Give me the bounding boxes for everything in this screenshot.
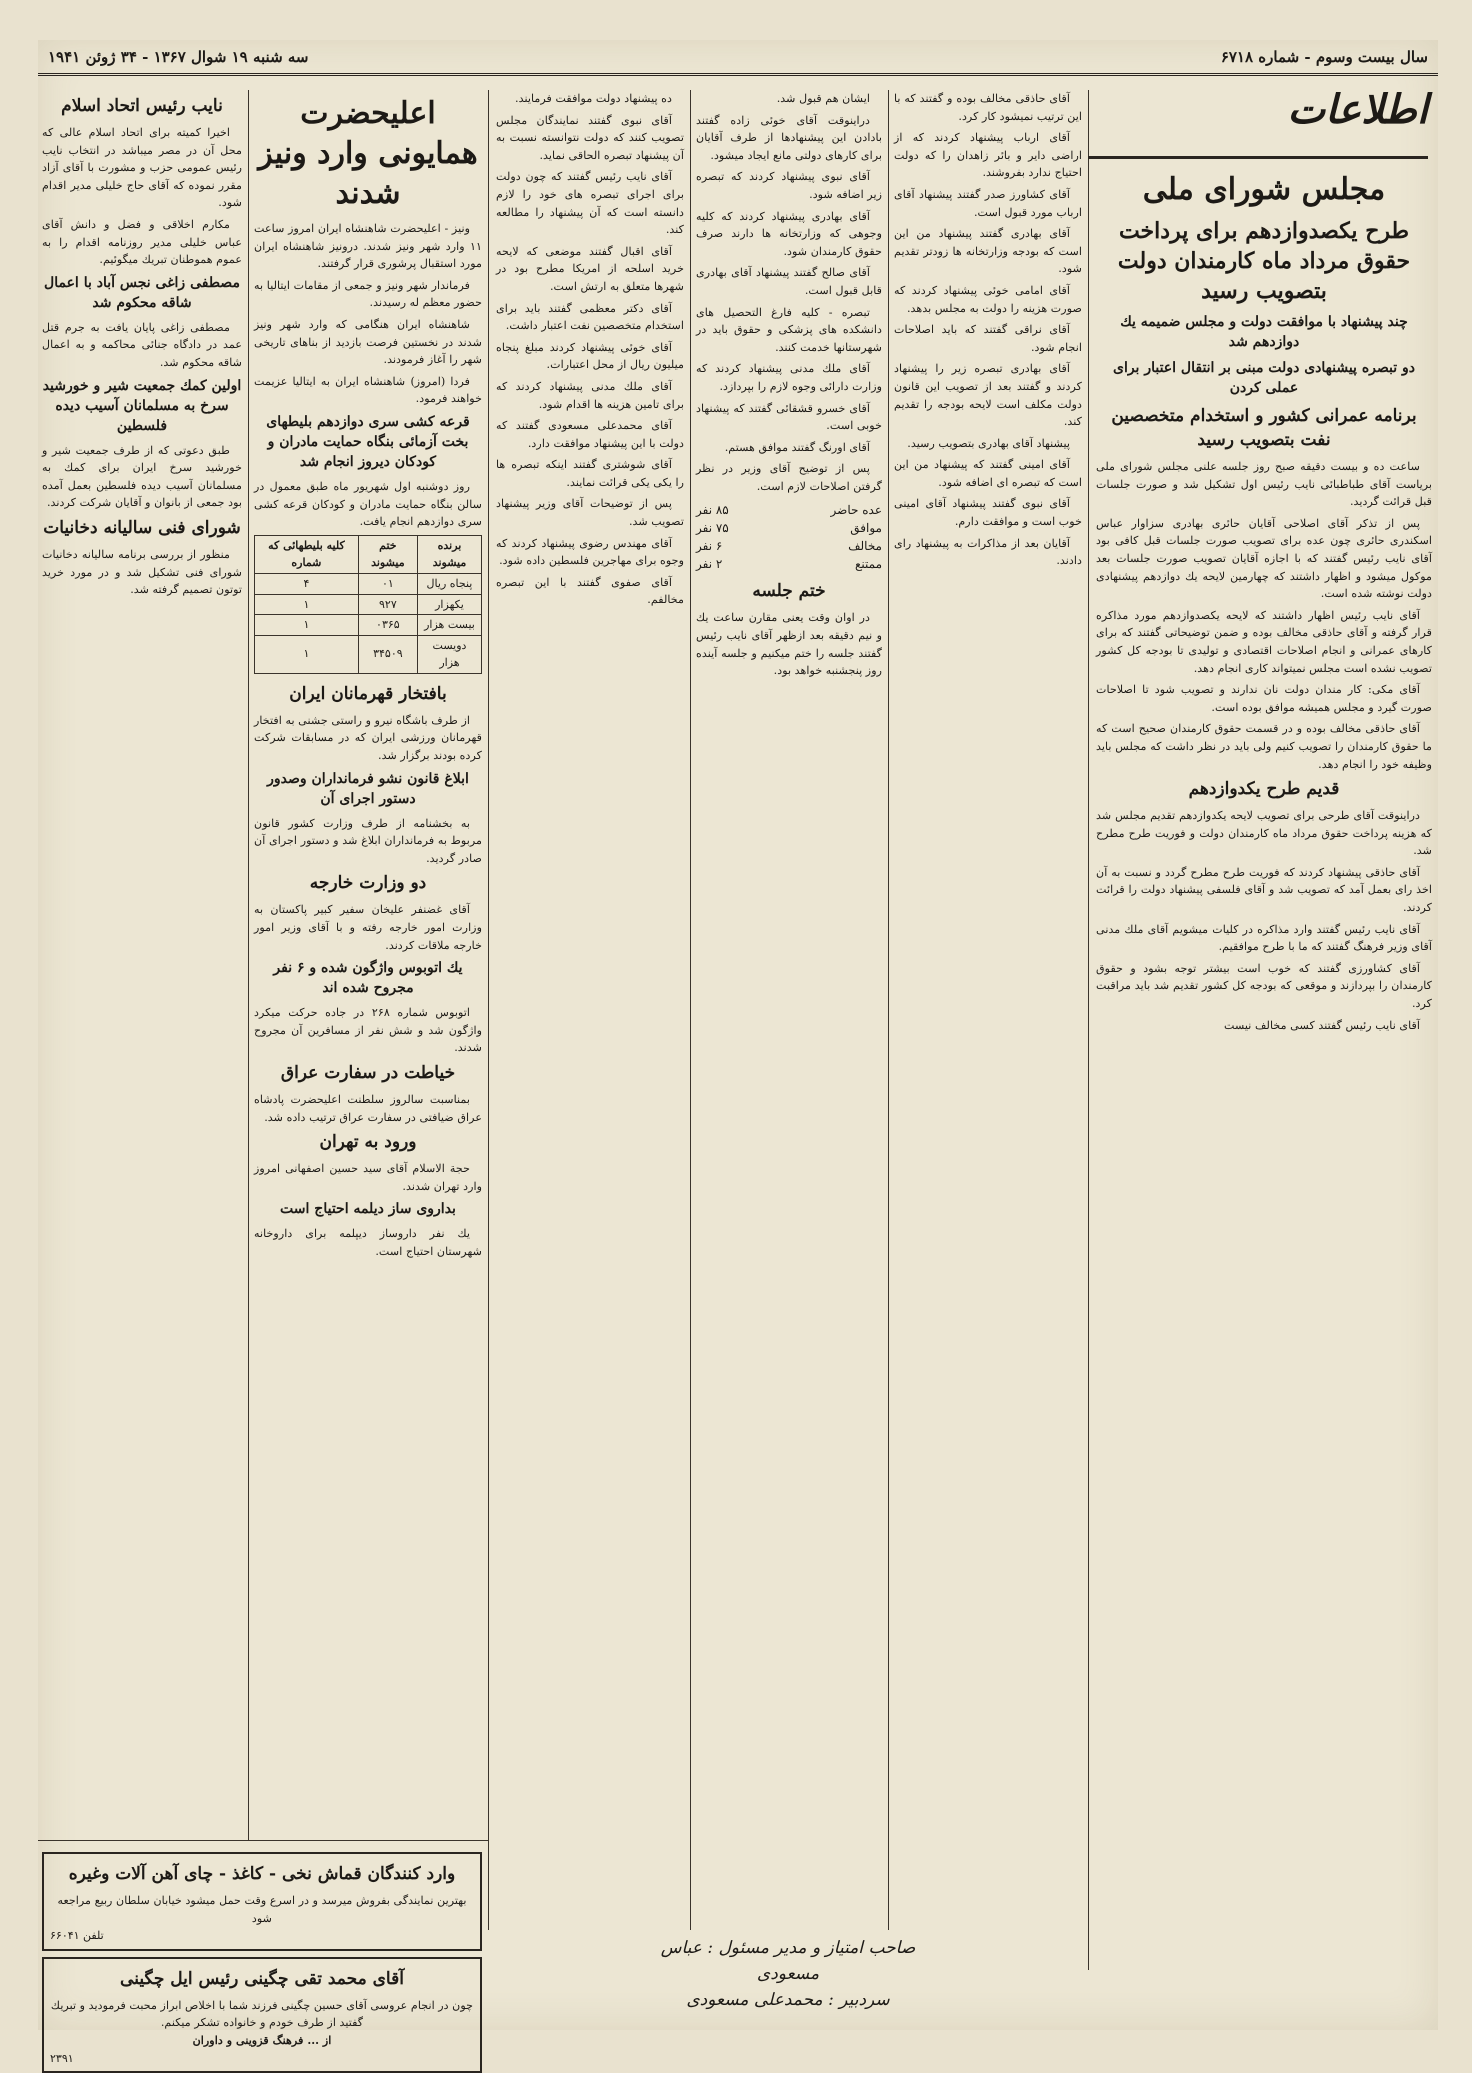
paragraph: آقای امینی گفتند که پیشنهاد من این است که تبصره ای اضافه شود. (894, 458, 1082, 489)
colophon (638, 1935, 938, 2010)
paragraph: آقای نراقی گفتند که باید اصلاحات انجام شود. (894, 323, 1082, 354)
paragraph: آقای غضنفر علیخان سفیر کبیر پاکستان به وزارت امور خارجه رفته و با آقای وزیر امور خارجه ملاقات کردند. (254, 903, 482, 952)
ad-title: آقای محمد تقی چگینی رئیس ایل چگینی (120, 1968, 404, 1989)
subheadline-twelfth: قدیم طرح یکدوازدهم (1188, 779, 1340, 800)
vote-count-no: ۶ نفر (696, 539, 723, 554)
paragraph: فردا (امروز) شاهنشاه ایران به ایتالیا عزیمت خواهند فرمود. (254, 374, 482, 406)
headline-court: مصطفی زاغی نجس آباد با اعمال شاقه محکوم شد (44, 274, 240, 311)
ads-area (42, 1846, 482, 2065)
table-cell: بیست هزار (417, 615, 481, 636)
paragraph: اخیرا کمیته برای اتحاد اسلام عالی که محل آن در مصر میباشد در انتخاب نایب رئیس عمومی حزب و مشورت با آقای آزاد مقرر نموده که آقای حاج خلیلی مدیر اقدام شود. (42, 126, 242, 210)
paragraph: حجة الاسلام آقای سید حسین اصفهانی امروز وارد تهران شدند. (254, 1162, 482, 1193)
editor-line: سردبیر : محمدعلی مسعودی (686, 1990, 890, 2010)
headline-champions: بافتخار قهرمانان ایران (289, 683, 447, 704)
paragraph: پس از توضیح آقای وزیر در نظر گرفتن اصلاحات لازم است. (696, 462, 882, 493)
headline-tobacco: شورای فنی سالیانه دخانیات (43, 517, 241, 538)
paragraph: آقای خوئی پیشنهاد کردند مبلغ پنجاه میلیون ریال از محل اعتبارات. (496, 340, 684, 372)
paragraph: آقای ارباب پیشنهاد کردند که از اراضی دایر و بائر زاهدان را که دولت احتیاج ندارد بفروشند. (894, 131, 1082, 180)
vote-result (696, 501, 882, 573)
table-cell: ۱ (255, 635, 359, 673)
paragraph: بمناسبت سالروز سلطنت اعلیحضرت پادشاه عراق ضیافتی در سفارت عراق ترتیب داده شد. (254, 1093, 482, 1124)
vote-label: موافق (850, 521, 882, 536)
paragraph: ساعت ده و بیست دقیقه صبح روز جلسه علنی مجلس شورای ملی بریاست آقای طباطبائی نایب رئیس اول تشکیل شد و صورت جلسات قبل قرائت گردید. (1096, 460, 1432, 509)
masthead: اطلاعات (1088, 86, 1428, 159)
paragraph: آقای نبوی گفتند نمایندگان مجلس تصویب کنند که دولت نتوانسته نسبت به آن پیشنهاد تبصره الحاقی نماید. (496, 113, 684, 162)
paragraph: آقای نبوی پیشنهاد کردند که تبصره زیر اضافه شود. (696, 170, 882, 201)
paragraph: آقای حاذقی مخالف بوده و گفتند که با این ترتیب نمیشود کار کرد. (894, 92, 1082, 123)
paragraph: آقای نایب رئیس گفتند وارد مذاکره در کلیات میشویم آقای ملك مدنی آقای وزیر فرهنگ گفتند که ما با طرح موافقیم. (1096, 922, 1432, 954)
paragraph: آقای نبوی گفتند پیشنهاد آقای امینی خوب است و موافقت دارم. (894, 497, 1082, 529)
column-rule (488, 90, 489, 1930)
paragraph: منظور از بررسی برنامه سالیانه دخانیات شورای فنی تشکیل شد و در مورد خرید توتون تصمیم گرفته شد. (42, 547, 242, 597)
table-cell: ۰۱ (358, 573, 417, 594)
paragraph: پس از تذکر آقای اصلاحی آقایان حائری بهادری سزاوار عباس اسکندری حائری چون عده برای تصویب صورت جلسات قبل کافی بود آقای نایب رئیس گفتند که با اجازه آقایان تصویب صورت جلسات بعد موکول میشود و اظهار داشتند که چهارمین لایحه یك دوازدهم پیشنهادی دولت نوشته شده است. (1096, 516, 1432, 601)
headline-red-lion: اولین کمك جمعیت شیر و خورشید سرخ به مسلمانان آسیب دیده فلسطین (42, 377, 242, 434)
paragraph: شاهنشاه ایران هنگامی که وارد شهر ونیز شدند در نخستین فرصت بازدید از بناهای تاریخی شهر را آغاز فرمودند. (254, 317, 482, 367)
ad-phone: تلفن ۶۶۰۴۱ (50, 1929, 104, 1943)
vote-label: عده حاضر (830, 503, 882, 518)
vote-count-abstain: ۲ نفر (696, 557, 723, 572)
table-cell: دویست هزار (417, 635, 481, 673)
headline-parliament: مجلس شورای ملی (1142, 172, 1386, 207)
column-debate-2 (696, 90, 882, 1930)
ad-title: وارد کنندگان قماش نخی - کاغذ - چای آهن آلات وغیره (68, 1864, 456, 1884)
paragraph: آقای نایب رئیس گفتند که چون دولت برای اجرای تبصره های خود را لازم دانسته است که آن پیشنهاد را مطالعه کند. (496, 170, 684, 237)
headline-session-end: ختم جلسه (752, 581, 826, 602)
paragraph: فرماندار شهر ونیز و جمعی از مقامات ایتالیا به حضور معظم له رسیدند. (254, 278, 482, 310)
paragraph: یك نفر داروساز دیپلمه برای داروخانه شهرستان احتیاج است. (254, 1227, 482, 1258)
paragraph: ایشان هم قبول شد. (776, 92, 870, 105)
table-row (255, 635, 482, 673)
column-rule (248, 90, 249, 1840)
table-cell: ۰۳۶۵ (358, 615, 417, 636)
ad-text: بهترین نمایندگی بفروش میرسد و در اسرع وقت حمل میشود خیابان سلطان ربیع مراجعه شود (57, 1894, 467, 1925)
paragraph: آقایان بعد از مذاکرات به پیشنهاد رای دادند. (894, 536, 1082, 568)
table-header: برنده میشوند (417, 535, 481, 573)
paragraph: آقای صالح گفتند پیشنهاد آقای بهادری قابل قبول است. (696, 266, 882, 297)
table-cell: ۳۴۵۰۹ (358, 635, 417, 673)
column-debate-1 (894, 90, 1082, 1930)
paragraph: آقای حاذقی پیشنهاد کردند که فوریت طرح مطرح گردد و نسبت به آن اخذ رای بعمل آمد که تصویب شد و آقای فلسفی پیشنهاد دولت را قرائت کردند. (1096, 865, 1432, 915)
publisher-line: صاحب امتیاز و مدیر مسئول : عباس مسعودی (660, 1938, 916, 1984)
column-rule (690, 90, 691, 1930)
paragraph: پس از توضیحات آقای وزیر پیشنهاد تصویب شد. (496, 497, 684, 529)
table-row (255, 573, 482, 594)
paragraph: مصطفی زاغی پایان یافت به جرم قتل عمد در دادگاه جنائی محاکمه و به اعمال شاقه محکوم شد. (42, 320, 242, 369)
table-cell: ۱ (255, 594, 359, 615)
vote-count-present: ۸۵ نفر (696, 503, 729, 518)
headline-iraq-embassy: خیاطت در سفارت عراق (280, 1063, 456, 1083)
table-row (255, 615, 482, 636)
headline-foreign-ministry: دو وزارت خارجه (309, 873, 427, 894)
vote-label: مخالف (848, 539, 882, 554)
subheadline-proposals: چند پیشنهاد با موافقت دولت و مجلس ضمیمه یك دوازدهم شد (1120, 314, 1408, 350)
headline-shah-venice: اعلیحضرت همایونی وارد ونیز شدند (258, 96, 478, 211)
paragraph: ده پیشنهاد دولت موافقت فرمایند. (515, 92, 672, 105)
paragraph: آقای مکی: کار مندان دولت نان ندارند و تصویب شود تا اصلاحات صورت گیرد و مجلس همیشه موافق بوده است. (1096, 683, 1432, 714)
paragraph: آقای ملك مدنی پیشنهاد کردند که وزارت دارائی وجوه لازم را بپردازد. (696, 362, 882, 393)
column-misc (42, 90, 242, 1840)
paragraph: مکارم اخلاقی و فضل و دانش آقای عباس خلیلی مدیر روزنامه اقدام را به عموم هموطنان تبریك میگوئیم. (42, 217, 242, 267)
ad-thanks (42, 1957, 482, 2073)
subheadline-notes: دو تبصره پیشنهادی دولت مبنی بر انتقال اعتبار برای عملی کردن (1112, 360, 1416, 396)
paragraph: آقای بهادری گفتند پیشنهاد من این است که بودجه وزارتخانه ها زودتر تقدیم شود. (894, 227, 1082, 276)
paragraph: آقای نایب رئیس گفتند کسی مخالف نیست (1223, 1018, 1420, 1032)
headline-arrival: ورود به تهران (319, 1132, 417, 1153)
paragraph: ونیز - اعلیحضرت شاهنشاه ایران امروز ساعت ۱۱ وارد شهر ونیز شدند. درونیز شاهنشاه ایران مورد استقبال پرشوری قرار گرفتند. (254, 222, 482, 271)
paragraph: آقای صفوی گفتند با این تبصره مخالفم. (496, 575, 684, 607)
vote-count-yes: ۷۵ نفر (696, 521, 729, 536)
paragraph: پیشنهاد آقای بهادری بتصویب رسید. (907, 436, 1070, 450)
paragraph: به بخشنامه از طرف وزارت کشور قانون مربوط به فرمانداران ابلاغ شد و دستور اجرای آن صادر گردید. (254, 816, 482, 865)
paragraph: آقای شوشتری گفتند اینکه تبصره ها را یکی یکی قرائت نمایند. (496, 458, 684, 489)
paragraph: در اوان وقت یعنی مقارن ساعت یك و نیم دقیقه بعد ازظهر آقای نایب رئیس گفتند جلسه را ختم میکنیم و جلسه آینده روز پنجشنبه خواهد بود. (696, 611, 882, 678)
paragraph: آقای اورنگ گفتند موافق هستم. (724, 440, 870, 454)
paragraph: آقای خسرو قشقائی گفتند که پیشنهاد خوبی است. (696, 401, 882, 433)
column-parliament (1096, 166, 1432, 2006)
lottery-table (254, 535, 482, 674)
ad-signature: از ... فرهنگ قزوینی و داوران (192, 2032, 332, 2047)
date-bar (38, 40, 1438, 76)
paragraph: دراینوقت آقای خوئی زاده گفتند بادادن این پیشنهادها از طرف آقایان برای کارهای دولتی مانع ایجاد میشود. (696, 113, 882, 162)
paragraph: آقای دکتر معظمی گفتند باید برای استخدام متخصصین نفت اعتبار داشت. (496, 301, 684, 333)
issue-date: سه شنبه ۱۹ شوال ۱۳۶۷ - ۳۴ ژوئن ۱۹۴۱ (48, 47, 309, 66)
table-cell: ۱ (255, 615, 359, 636)
vote-label: ممتنع (855, 557, 882, 572)
paragraph: آقای امامی خوئی پیشنهاد کردند که صورت هزینه را دولت به مجلس بدهد. (894, 283, 1082, 315)
paragraph: آقای مهندس رضوی پیشنهاد کردند که وجوه برای مهاجرین فلسطین داده شود. (496, 536, 684, 568)
ad-text: چون در انجام عروسی آقای حسین چگینی فرزند شما با اخلاص ابراز محبت فرمودید و تبریك گفتید از طرف خودم و خانواده تشکر میکنم. (50, 1998, 474, 2030)
headline-pharmacist: بداروی ساز دیلمه احتیاج است (280, 1201, 456, 1218)
ad-number: ۲۳۹۱ (50, 2051, 74, 2065)
paragraph: اتوبوس شماره ۲۶۸ در جاده حرکت میکرد واژگون شد و شش نفر از مسافرین آن مجروح شدند. (254, 1006, 482, 1055)
table-header: کلیه بلیطهائی که شماره (255, 535, 359, 573)
table-cell: ۹۲۷ (358, 594, 417, 615)
column-rule (888, 90, 889, 1930)
table-cell: ۴ (255, 573, 359, 594)
table-header: ختم میشوند (358, 535, 417, 573)
headline-governors-law: ابلاغ قانون نشو فرمانداران وصدور دستور اجرای آن (267, 770, 469, 807)
paragraph: آقای بهادری تبصره زیر را پیشنهاد کردند و گفتند بعد از تصویب این قانون دولت مکلف است لایحه بودجه را تقدیم کند. (894, 362, 1082, 429)
paragraph: آقای حاذقی مخالف بوده و در قسمت حقوق کارمندان صحیح است که ما حقوق کارمندان را تصویب کنیم ولی باید در نظر داشت که مجلس باید وظیفه خود را انجام دهد. (1096, 722, 1432, 771)
paragraph: آقای اقبال گفتند موضعی که لایحه خرید اسلحه از امریکا مطرح بود در شهرها متعلق به ارتش است. (496, 244, 684, 293)
headline-islamic-union: نایب رئیس اتحاد اسلام (61, 96, 223, 116)
column-news (254, 90, 482, 1840)
headline-bus-accident: یك اتوبوس واژگون شده و ۶ نفر مجروح شده اند (273, 960, 463, 997)
table-cell: پنجاه ریال (417, 573, 481, 594)
paragraph: از طرف باشگاه نیرو و راستی جشنی به افتخار قهرمانان ورزشی ایران که در مسابقات شرکت کرده بودند برگزار شد. (254, 713, 482, 763)
column-rule (1088, 90, 1089, 1970)
section-rule (38, 1840, 488, 1841)
issue-number: سال بیست وسوم - شماره ۶۷۱۸ (1220, 47, 1428, 66)
table-row (255, 594, 482, 615)
ad-importers (42, 1852, 482, 1951)
subheadline-program: برنامه عمرانی کشور و استخدام متخصصین نفت بتصویب رسید (1111, 406, 1417, 450)
paragraph: روز دوشنبه اول شهریور ماه طبق معمول در سالن بنگاه حمایت مادران و کودکان قرعه کشی سری دوازدهم انجام یافت. (254, 479, 482, 529)
paragraph: آقای ملك مدنی پیشنهاد کردند که برای تامین هزینه ها اقدام شود. (496, 379, 684, 411)
paragraph: آقای کشاورزی گفتند که خوب است بیشتر توجه بشود و حقوق کارمندان را بپردازند و موقعی که بودجه کل کشور تقدیم شد باید مراقبت کرد. (1096, 961, 1432, 1011)
headline-bill: طرح یکصدوازدهم برای پرداخت حقوق مرداد ماه کارمندان دولت بتصویب رسید (1117, 218, 1411, 304)
paragraph: آقای محمدعلی مسعودی گفتند که دولت با این پیشنهاد موافقت دارد. (496, 419, 684, 450)
headline-lottery: قرعه کشی سری دوازدهم بلیطهای بخت آزمائی بنگاه حمایت مادران و کودکان دیروز انجام شد (266, 413, 470, 470)
column-debate-3 (496, 90, 684, 1920)
table-cell: یکهزار (417, 594, 481, 615)
paragraph: آقای بهادری پیشنهاد کردند که کلیه وجوهی که وزارتخانه ها دارند صرف حقوق کارمندان شود. (696, 209, 882, 258)
newspaper-page (38, 40, 1438, 2065)
paragraph: تبصره - کلیه فارغ التحصیل های دانشکده های پزشکی و حقوق باید در شهرستانها خدمت کنند. (696, 305, 882, 354)
paragraph: آقای نایب رئیس اظهار داشتند که لایحه یکصدوازدهم مورد مذاکره قرار گرفته و آقای حاذقی مخالف بوده و ضمن توضیحاتی گفتند که برای کارهای عمرانی و انجام اصلاحات اقتصادی و تولیدی تا بودجه کل کشور تصویب نشده است مجلس نمیتواند کاری انجام دهد. (1096, 608, 1432, 675)
paragraph: طبق دعوتی که از طرف جمعیت شیر و خورشید سرخ ایران برای کمك به مسلمانان آسیب دیده فلسطین بعمل آمده بود جمعی از بانوان و آقایان شرکت کردند. (42, 443, 242, 510)
paragraph: دراینوقت آقای طرحی برای تصویب لایحه یکدوازدهم تقدیم مجلس شد که هزینه پرداخت حقوق مرداد ماه کارمندان دولت و فوریت طرح مطرح شد. (1096, 809, 1432, 858)
paragraph: آقای کشاورز صدر گفتند پیشنهاد آقای ارباب مورد قبول است. (894, 187, 1082, 219)
